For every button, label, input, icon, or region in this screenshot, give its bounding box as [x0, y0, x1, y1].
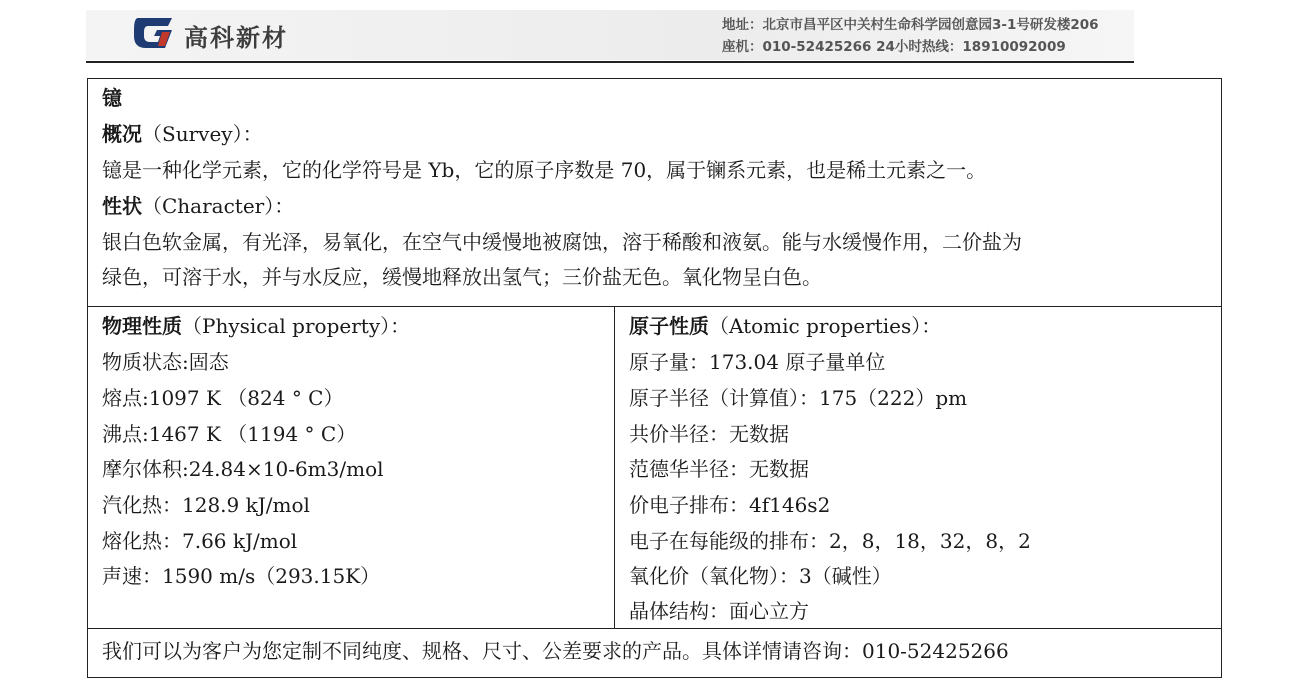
company-contact — [722, 14, 1099, 58]
survey-label-en: （Survey）： — [142, 122, 263, 146]
character-text-line-1: 银白色软金属，有光泽，易氧化，在空气中缓慢地被腐蚀，溶于稀酸和液氨。能与水缓慢作用，二价盐为 — [102, 230, 1022, 254]
physical-item: 沸点:1467 K （1194 ° C） — [102, 422, 357, 446]
physical-title: 物理性质 — [102, 314, 182, 338]
column-divider — [614, 307, 615, 628]
survey-heading — [102, 121, 263, 147]
atomic-title-en: （Atomic properties）： — [709, 314, 942, 338]
atomic-item: 原子量：173.04 原子量单位 — [629, 350, 886, 374]
properties-section — [88, 307, 1221, 629]
footer-section — [88, 629, 1221, 677]
phone-text: 座机：010-52425266 24小时热线：18910092009 — [722, 39, 1066, 55]
company-name: 高科新材 — [184, 24, 288, 52]
physical-item: 物质状态:固态 — [102, 350, 229, 374]
atomic-title: 原子性质 — [629, 314, 709, 338]
physical-item: 声速：1590 m/s（293.15K） — [102, 564, 381, 588]
atomic-item: 价电子排布：4f146s2 — [629, 493, 831, 517]
address-text: 地址：北京市昌平区中关村生命科学园创意园3-1号研发楼206 — [722, 17, 1099, 33]
atomic-item: 氧化价（氧化物）：3（碱性） — [629, 564, 892, 588]
physical-title-en: （Physical property）： — [182, 314, 411, 338]
physical-heading — [102, 313, 410, 339]
atomic-item: 原子半径（计算值）：175（222）pm — [629, 386, 968, 410]
atomic-item: 晶体结构：面心立方 — [629, 599, 809, 623]
atomic-item: 共价半径：无数据 — [629, 422, 789, 446]
company-logo-icon — [132, 14, 178, 52]
custom-order-note: 我们可以为客户为您定制不同纯度、规格、尺寸、公差要求的产品。具体详情请咨询：010-52425266 — [102, 639, 1009, 663]
character-label: 性状 — [102, 194, 142, 218]
letterhead — [86, 10, 1134, 60]
physical-item: 熔化热：7.66 kJ/mol — [102, 529, 298, 553]
atomic-item: 电子在每能级的排布：2，8，18，32，8，2 — [629, 529, 1031, 553]
character-text-line-2: 绿色，可溶于水，并与水反应，缓慢地释放出氢气；三价盐无色。氧化物呈白色。 — [102, 265, 822, 289]
character-heading — [102, 193, 294, 219]
physical-item: 熔点:1097 K （824 ° C） — [102, 386, 344, 410]
atomic-item: 范德华半径：无数据 — [629, 457, 809, 481]
survey-label: 概况 — [102, 122, 142, 146]
overview-section — [88, 79, 1221, 307]
element-name: 镱 — [102, 86, 122, 110]
element-datasheet — [87, 78, 1222, 678]
physical-item: 汽化热：128.9 kJ/mol — [102, 493, 310, 517]
character-label-en: （Character）： — [142, 194, 295, 218]
physical-item: 摩尔体积:24.84×10-6m3/mol — [102, 457, 384, 481]
survey-text: 镱是一种化学元素，它的化学符号是 Yb，它的原子序数是 70，属于镧系元素，也是稀土元素之一。 — [102, 158, 987, 182]
header-divider — [86, 61, 1134, 63]
atomic-heading — [629, 313, 941, 339]
